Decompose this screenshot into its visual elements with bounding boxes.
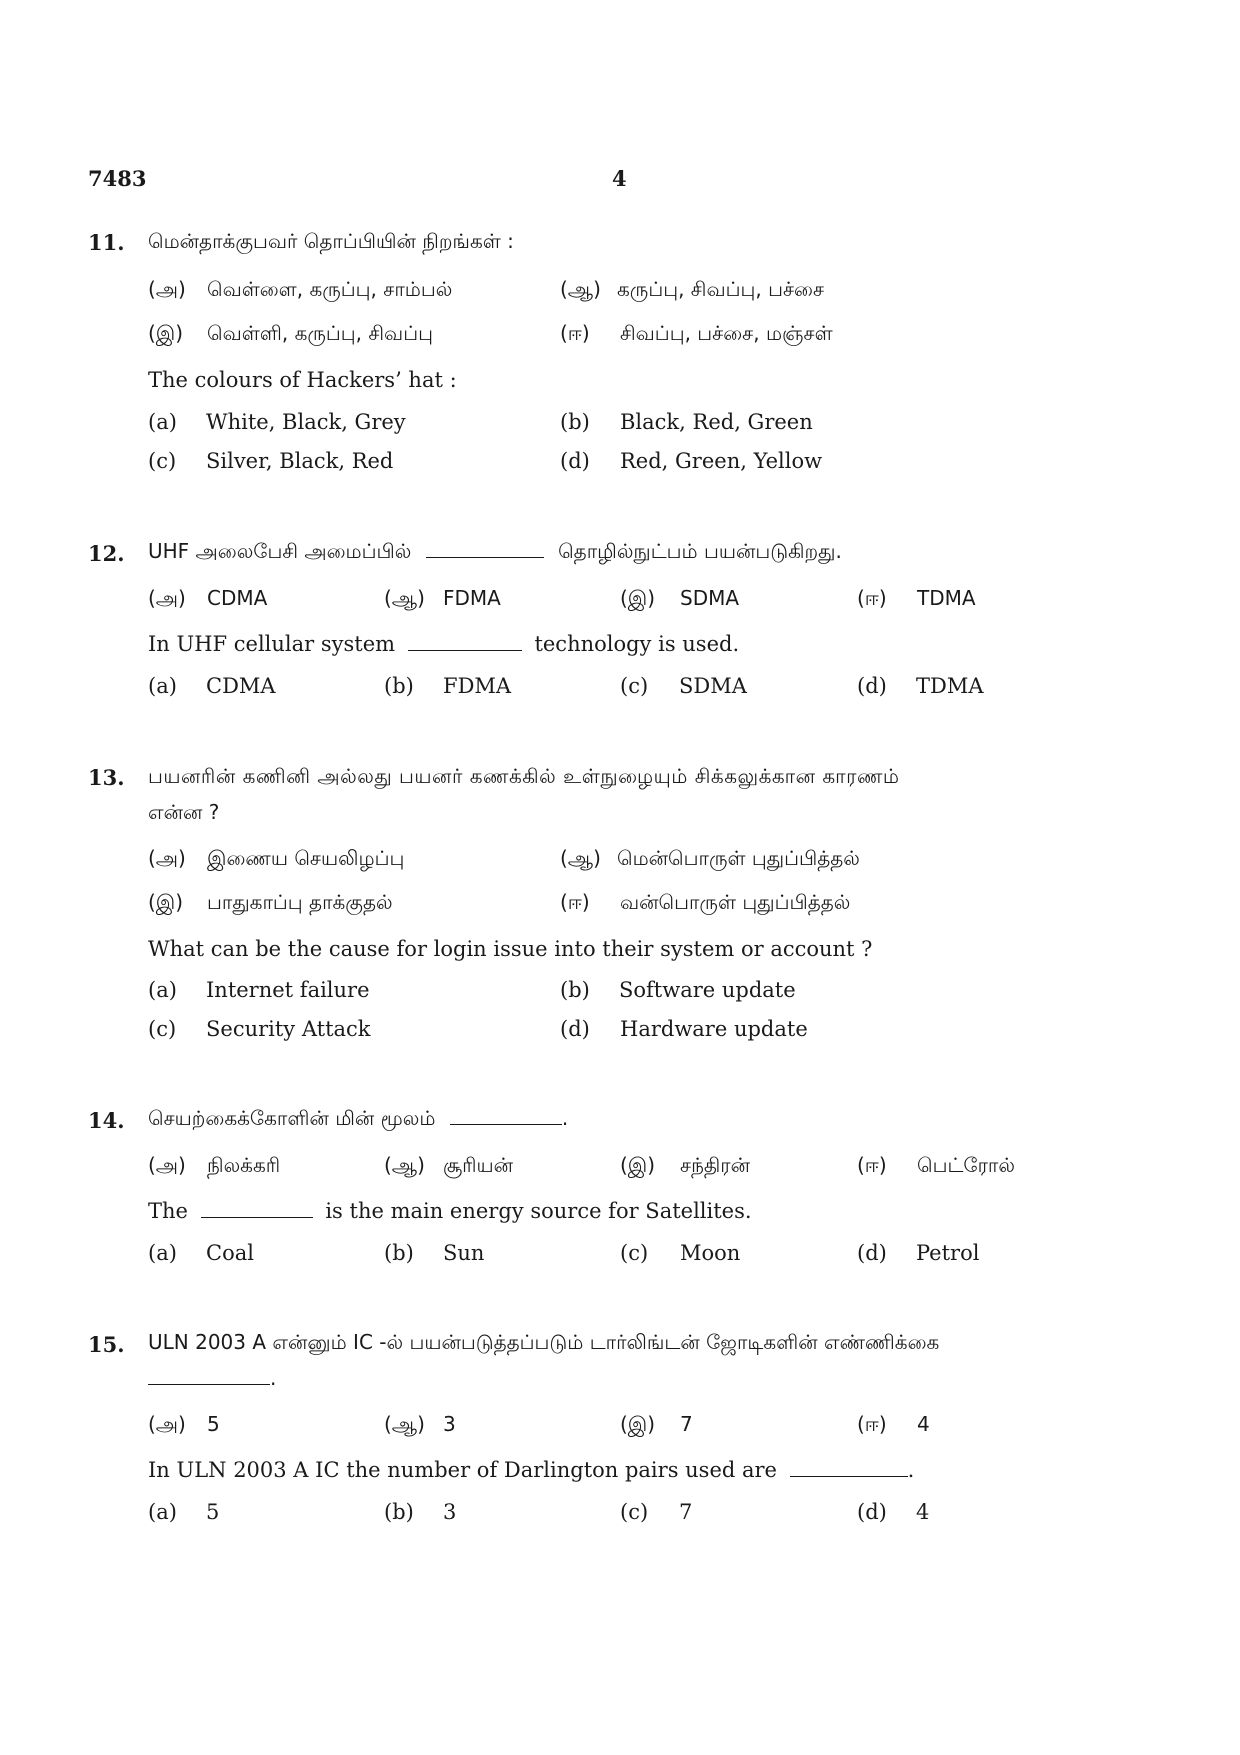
option-label: (b) bbox=[384, 1241, 414, 1265]
question-number: 13. bbox=[88, 765, 125, 790]
question-number: 14. bbox=[88, 1108, 125, 1133]
question-text-part: In ULN 2003 A IC the number of Darlington pairs used are bbox=[148, 1458, 777, 1482]
option-label: (ஆ) bbox=[560, 846, 601, 870]
answer-blank bbox=[450, 1123, 562, 1125]
question-text-english bbox=[148, 1460, 914, 1481]
option-label: (இ) bbox=[148, 890, 184, 914]
option-text: Sun bbox=[443, 1241, 485, 1265]
option-text: SDMA bbox=[680, 586, 740, 610]
option-text: சந்திரன் bbox=[680, 1153, 751, 1177]
option-text: 7 bbox=[679, 1500, 693, 1524]
option-label: (இ) bbox=[620, 586, 656, 610]
question-text-tamil-line2: என்ன ? bbox=[148, 800, 220, 824]
option-label: (அ) bbox=[148, 277, 186, 301]
question-text-part: . bbox=[561, 1106, 569, 1130]
option-label: (a) bbox=[148, 410, 177, 434]
option-text: 3 bbox=[443, 1412, 456, 1436]
option-label: (இ) bbox=[620, 1153, 656, 1177]
option-text: Petrol bbox=[916, 1241, 980, 1265]
option-label: (c) bbox=[148, 449, 177, 473]
answer-blank bbox=[148, 1383, 270, 1385]
option-text: SDMA bbox=[679, 674, 747, 698]
question-text-english: The colours of Hackers’ hat : bbox=[148, 368, 457, 392]
option-label: (ஈ) bbox=[560, 890, 590, 914]
option-text: சிவப்பு, பச்சை, மஞ்சள் bbox=[620, 321, 833, 345]
option-text: Moon bbox=[680, 1241, 741, 1265]
option-text: பெட்ரோல் bbox=[917, 1153, 1015, 1177]
option-text: சூரியன் bbox=[443, 1153, 514, 1177]
question-text-part: The bbox=[148, 1199, 188, 1223]
option-label: (b) bbox=[384, 1500, 414, 1524]
option-text: நிலக்கரி bbox=[207, 1153, 281, 1177]
option-label: (அ) bbox=[148, 1153, 186, 1177]
question-text-tamil bbox=[148, 541, 842, 561]
option-text: TDMA bbox=[917, 586, 976, 610]
option-label: (d) bbox=[560, 1017, 590, 1041]
question-text-tamil bbox=[148, 1108, 568, 1128]
option-label: (a) bbox=[148, 1241, 177, 1265]
option-label: (a) bbox=[148, 674, 177, 698]
option-label: (c) bbox=[620, 1500, 649, 1524]
option-text: மென்பொருள் புதுப்பித்தல் bbox=[617, 846, 860, 870]
answer-blank bbox=[408, 649, 522, 651]
option-label: (ஆ) bbox=[560, 277, 601, 301]
option-label: (d) bbox=[560, 449, 590, 473]
option-label: (c) bbox=[620, 674, 649, 698]
option-label: (இ) bbox=[148, 321, 184, 345]
option-text: இணைய செயலிழப்பு bbox=[207, 846, 405, 870]
answer-blank bbox=[790, 1475, 908, 1477]
option-text: Black, Red, Green bbox=[620, 410, 813, 434]
option-text: வன்பொருள் புதுப்பித்தல் bbox=[620, 890, 851, 914]
option-label: (ஆ) bbox=[384, 586, 425, 610]
option-label: (அ) bbox=[148, 586, 186, 610]
question-text-english bbox=[148, 634, 739, 655]
option-text: Red, Green, Yellow bbox=[620, 449, 823, 473]
option-text: வெள்ளை, கருப்பு, சாம்பல் bbox=[207, 277, 453, 301]
question-text-english: What can be the cause for login issue into their system or account ? bbox=[148, 937, 873, 961]
option-label: (b) bbox=[560, 410, 590, 434]
option-label: (ஆ) bbox=[384, 1153, 425, 1177]
option-label: (a) bbox=[148, 978, 177, 1002]
option-label: (ஈ) bbox=[857, 586, 887, 610]
option-text: 3 bbox=[443, 1500, 457, 1524]
question-number: 11. bbox=[88, 230, 125, 255]
option-label: (ஈ) bbox=[857, 1153, 887, 1177]
option-label: (a) bbox=[148, 1500, 177, 1524]
option-text: CDMA bbox=[207, 586, 268, 610]
option-label: (d) bbox=[857, 674, 887, 698]
question-text-part: UHF அலைபேசி அமைப்பில் bbox=[148, 539, 412, 563]
option-label: (d) bbox=[857, 1500, 887, 1524]
question-text-part: is the main energy source for Satellites. bbox=[325, 1199, 752, 1223]
option-text: 5 bbox=[207, 1412, 220, 1436]
option-text: 5 bbox=[206, 1500, 220, 1524]
question-text-part: தொழில்நுட்பம் பயன்படுகிறது. bbox=[558, 539, 842, 563]
question-text-part: செயற்கைக்கோளின் மின் மூலம் bbox=[148, 1106, 436, 1130]
question-number: 12. bbox=[88, 541, 125, 566]
option-label: (அ) bbox=[148, 1412, 186, 1436]
option-label: (b) bbox=[384, 674, 414, 698]
paper-code: 7483 bbox=[88, 166, 147, 191]
option-text: FDMA bbox=[443, 674, 512, 698]
question-text-part: In UHF cellular system bbox=[148, 632, 396, 656]
question-text-tamil: பயனரின் கணினி அல்லது பயனர் கணக்கில் உள்நுழையும் சிக்கலுக்கான காரணம் bbox=[148, 764, 900, 788]
option-text: பாதுகாப்பு தாக்குதல் bbox=[207, 890, 393, 914]
question-text-part: . bbox=[270, 1366, 277, 1390]
option-text: FDMA bbox=[443, 586, 501, 610]
option-label: (ஈ) bbox=[560, 321, 590, 345]
option-text: Security Attack bbox=[206, 1017, 371, 1041]
page-number: 4 bbox=[612, 166, 627, 191]
question-text-part: technology is used. bbox=[534, 632, 740, 656]
option-text: Software update bbox=[619, 978, 796, 1002]
option-label: (d) bbox=[857, 1241, 887, 1265]
question-text-tamil-line2 bbox=[148, 1368, 276, 1388]
option-text: White, Black, Grey bbox=[206, 410, 406, 434]
answer-blank bbox=[426, 556, 544, 558]
option-label: (c) bbox=[148, 1017, 177, 1041]
option-text: TDMA bbox=[916, 674, 984, 698]
question-text-tamil: மென்தாக்குபவர் தொப்பியின் நிறங்கள் : bbox=[148, 229, 514, 253]
option-text: Silver, Black, Red bbox=[206, 449, 394, 473]
question-text-part: . bbox=[907, 1458, 915, 1482]
option-text: Internet failure bbox=[206, 978, 370, 1002]
question-text-english bbox=[148, 1201, 752, 1222]
option-text: CDMA bbox=[206, 674, 276, 698]
option-label: (c) bbox=[620, 1241, 649, 1265]
option-label: (ஆ) bbox=[384, 1412, 425, 1436]
option-label: (ஈ) bbox=[857, 1412, 887, 1436]
question-text-tamil: ULN 2003 A என்னும் IC -ல் பயன்படுத்தப்படும் டார்லிங்டன் ஜோடிகளின் எண்ணிக்கை bbox=[148, 1330, 940, 1354]
option-text: Coal bbox=[206, 1241, 254, 1265]
option-label: (b) bbox=[560, 978, 590, 1002]
option-text: 7 bbox=[680, 1412, 693, 1436]
option-label: (இ) bbox=[620, 1412, 656, 1436]
question-number: 15. bbox=[88, 1332, 125, 1357]
option-text: 4 bbox=[916, 1500, 930, 1524]
option-text: Hardware update bbox=[620, 1017, 808, 1041]
option-label: (அ) bbox=[148, 846, 186, 870]
answer-blank bbox=[201, 1216, 313, 1218]
option-text: வெள்ளி, கருப்பு, சிவப்பு bbox=[207, 321, 433, 345]
option-text: 4 bbox=[917, 1412, 930, 1436]
option-text: கருப்பு, சிவப்பு, பச்சை bbox=[617, 277, 825, 301]
